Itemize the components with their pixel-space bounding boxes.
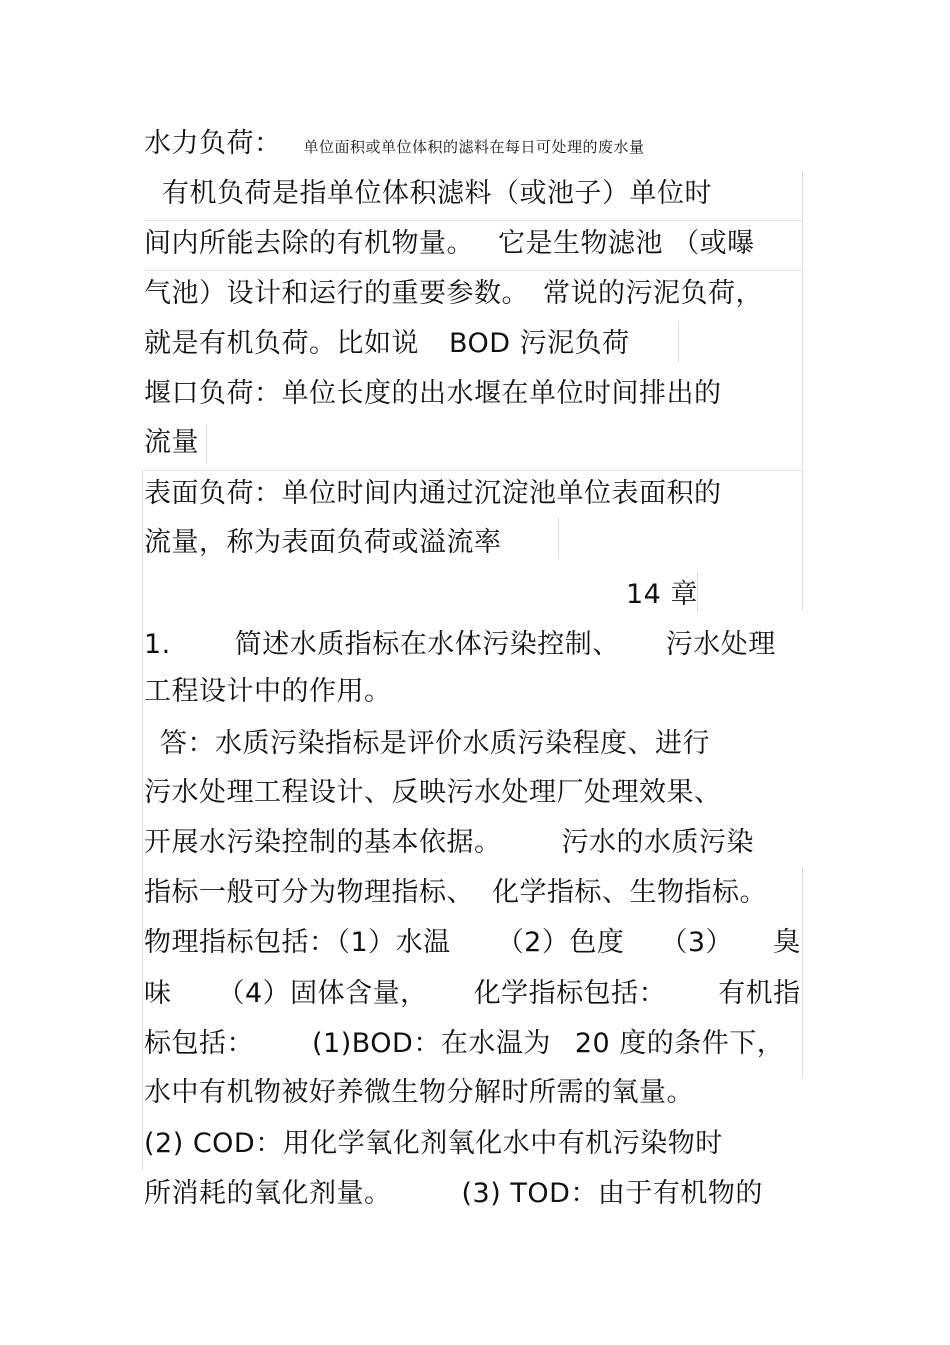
surface-load-text: 表面负荷：单位时间内通过沉淀池单位表面积的 (144, 478, 722, 509)
chapter-heading (626, 577, 698, 613)
answer-text: 20 度的条件下， (574, 1028, 785, 1059)
question-text: 简述水质指标在水体污染控制、 (234, 629, 620, 660)
answer-text: 指标一般可分为物理指标、 (144, 877, 474, 908)
answer-line-3 (144, 825, 754, 861)
answer-text: 开展水污染控制的基本依据。 (144, 827, 502, 858)
scan-rule (802, 172, 803, 382)
question-number: 1. (144, 629, 171, 660)
question-line-1 (144, 627, 776, 663)
scan-rule (206, 424, 207, 464)
hydraulic-load-definition: 单位面积或单位体积的滤料在每日可处理的废水量 (303, 138, 645, 156)
answer-text: 化学指标包括： (473, 978, 667, 1009)
organic-load-text: 间内所能去除的有机物量。 (144, 228, 474, 259)
answer-text: 臭 (773, 927, 801, 958)
scan-rule (678, 322, 679, 362)
weir-load-line-1 (144, 376, 722, 412)
answer-text: 有机指 (718, 978, 801, 1009)
answer-text: 水中有机物被好养微生物分解时所需的氧量。 (144, 1077, 694, 1108)
surface-load-line-1 (144, 476, 722, 512)
answer-text: 化学指标、生物指标。 (492, 877, 767, 908)
answer-text: （3） (660, 927, 734, 958)
organic-load-line-4 (144, 326, 630, 362)
chapter-label: 14 章 (626, 579, 698, 610)
scan-rule (802, 470, 803, 610)
answer-line-10 (144, 1176, 763, 1212)
scan-rule (558, 518, 559, 558)
organic-load-line-1 (162, 176, 712, 212)
hydraulic-load-line (144, 126, 645, 165)
answer-text: （4）固体含量， (217, 978, 428, 1009)
answer-line-2 (144, 775, 722, 811)
answer-text: 标包括： (144, 1028, 254, 1059)
weir-load-line-2 (144, 425, 199, 461)
question-text: 工程设计中的作用。 (144, 676, 392, 707)
organic-load-text: 就是有机负荷。比如说 (144, 328, 419, 359)
answer-text: (3) TOD：由于有机物的 (461, 1178, 763, 1209)
answer-text: (1)BOD：在水温为 (312, 1028, 551, 1059)
answer-line-5 (144, 925, 801, 961)
answer-text: （2）色度 (496, 927, 625, 958)
weir-load-text: 流量 (144, 427, 199, 458)
scan-rule (144, 270, 804, 271)
organic-load-line-3 (144, 276, 763, 312)
organic-load-text: BOD 污泥负荷 (449, 328, 630, 359)
answer-text: 味 (144, 978, 172, 1009)
surface-load-text: 流量，称为表面负荷或溢流率 (144, 527, 502, 558)
answer-text: (2) COD：用化学氧化剂氧化水中有机污染物时 (144, 1128, 723, 1159)
scan-rule (144, 470, 804, 471)
organic-load-text: 气池）设计和运行的重要参数。 (144, 278, 529, 309)
organic-load-text: 有机负荷是指单位体积滤料（或池子）单位时 (162, 178, 712, 209)
organic-load-text: 它是生物滤池 （或曝 (498, 228, 755, 259)
answer-text: 答：水质污染指标是评价水质污染程度、进行 (160, 728, 710, 759)
scan-rule (142, 470, 143, 1170)
answer-text: 所消耗的氧化剂量。 (144, 1178, 392, 1209)
question-text: 污水处理 (665, 629, 776, 660)
answer-line-7 (144, 1026, 784, 1062)
question-line-2 (144, 674, 392, 710)
weir-load-text: 堰口负荷：单位长度的出水堰在单位时间排出的 (144, 378, 722, 409)
scan-rule (802, 378, 803, 468)
answer-line-4 (144, 875, 767, 911)
organic-load-text: 常说的污泥负荷， (543, 278, 763, 309)
answer-line-6 (144, 976, 801, 1012)
hydraulic-load-term: 水力负荷： (144, 128, 282, 159)
answer-text: 物理指标包括：（1）水温 (144, 927, 451, 958)
surface-load-line-2 (144, 525, 502, 561)
answer-text: 污水处理工程设计、反映污水处理厂处理效果、 (144, 777, 722, 808)
answer-line-8 (144, 1075, 694, 1111)
organic-load-line-2 (144, 226, 755, 262)
answer-line-1 (160, 726, 710, 762)
scan-rule (144, 220, 804, 221)
scan-rule (802, 868, 803, 1078)
answer-line-9 (144, 1126, 723, 1162)
answer-text: 污水的水质污染 (561, 827, 754, 858)
